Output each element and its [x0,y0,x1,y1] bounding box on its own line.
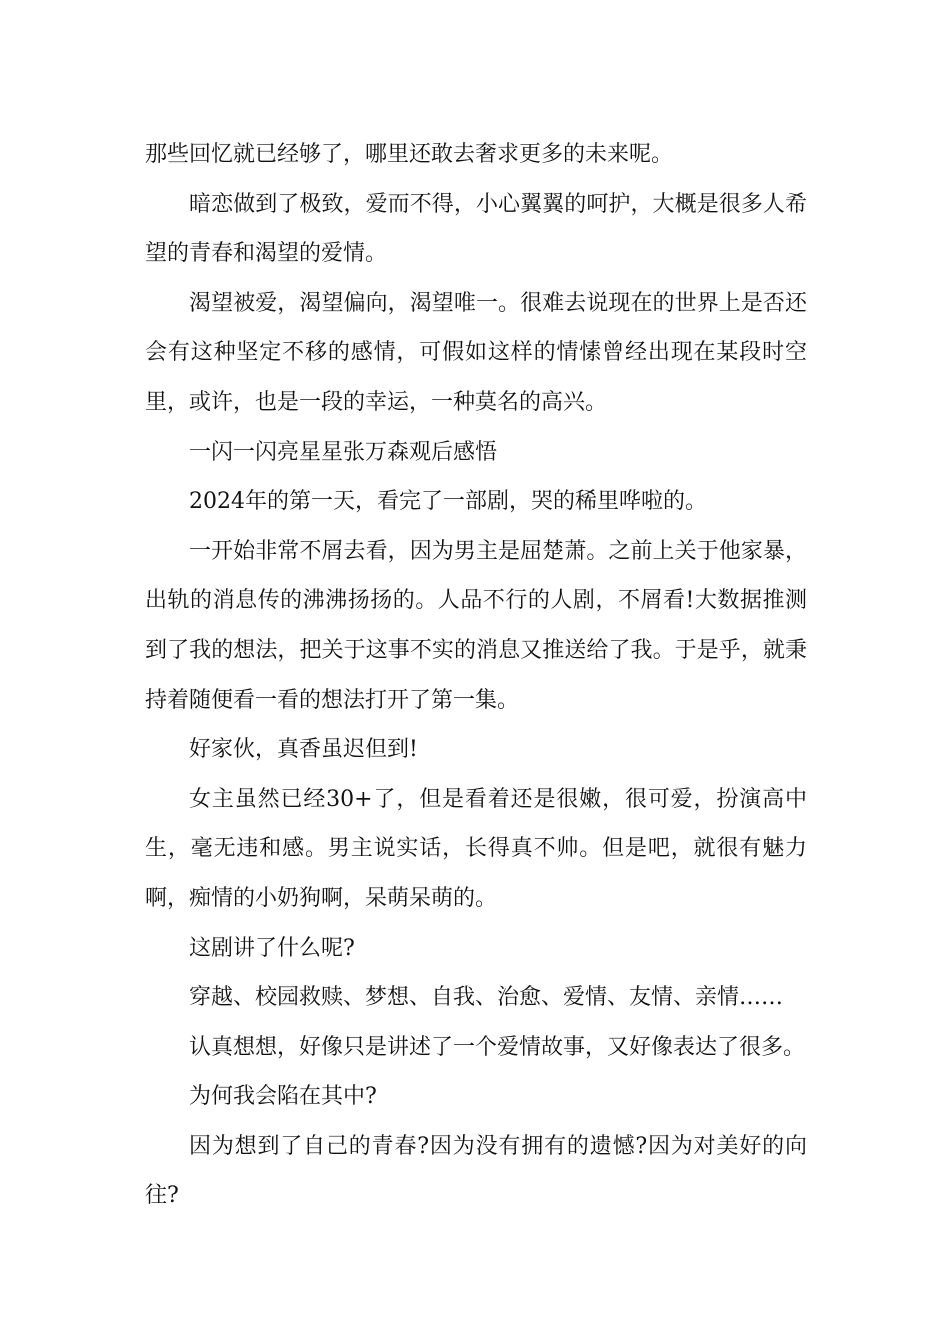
section-heading: 一闪一闪亮星星张万森观后感悟 [189,439,498,465]
paragraph: 那些回忆就已经够了，哪里还敢去奢求更多的未来呢。 [145,142,674,167]
paragraph: 认真想想，好像只是讲述了一个爱情故事，又好像表达了很多。 [189,1034,806,1060]
paragraph: 一开始非常不屑去看，因为男主是屈楚萧。之前上关于他家暴，出轨的消息传的沸沸扬扬的。人品不行的人剧，不屑看!大数据推测到了我的想法，把关于这事不实的消息又推送给了我。于是乎，就秉持着随便看一看的想法打开了第一集。 [145,538,807,713]
paragraph: 2024年的第一天，看完了一部剧，哭的稀里哗啦的。 [189,489,707,515]
paragraph: 暗恋做到了极致，爱而不得，小心翼翼的呵护，大概是很多人希望的青春和渴望的爱情。 [145,191,807,267]
paragraph: 女主虽然已经30+了，但是看着还是很嫩，很可爱，扮演高中生，毫无违和感。男主说实话，长得真不帅。但是吧，就很有魅力啊，痴情的小奶狗啊，呆萌呆萌的。 [145,786,807,911]
paragraph: 这剧讲了什么呢? [189,935,355,961]
document-body [145,130,807,1221]
paragraph: 穿越、校园救赎、梦想、自我、治愈、爱情、友情、亲情…… [189,985,784,1011]
paragraph: 因为想到了自己的青春?因为没有拥有的遗憾?因为对美好的向往? [145,1133,807,1209]
paragraph: 为何我会陷在其中? [189,1084,377,1110]
paragraph: 渴望被爱，渴望偏向，渴望唯一。很难去说现在的世界上是否还会有这种坚定不移的感情，可假如这样的情愫曾经出现在某段时空里，或许，也是一段的幸运，一种莫名的高兴。 [145,290,807,415]
paragraph: 好家伙，真香虽迟但到! [189,737,418,763]
